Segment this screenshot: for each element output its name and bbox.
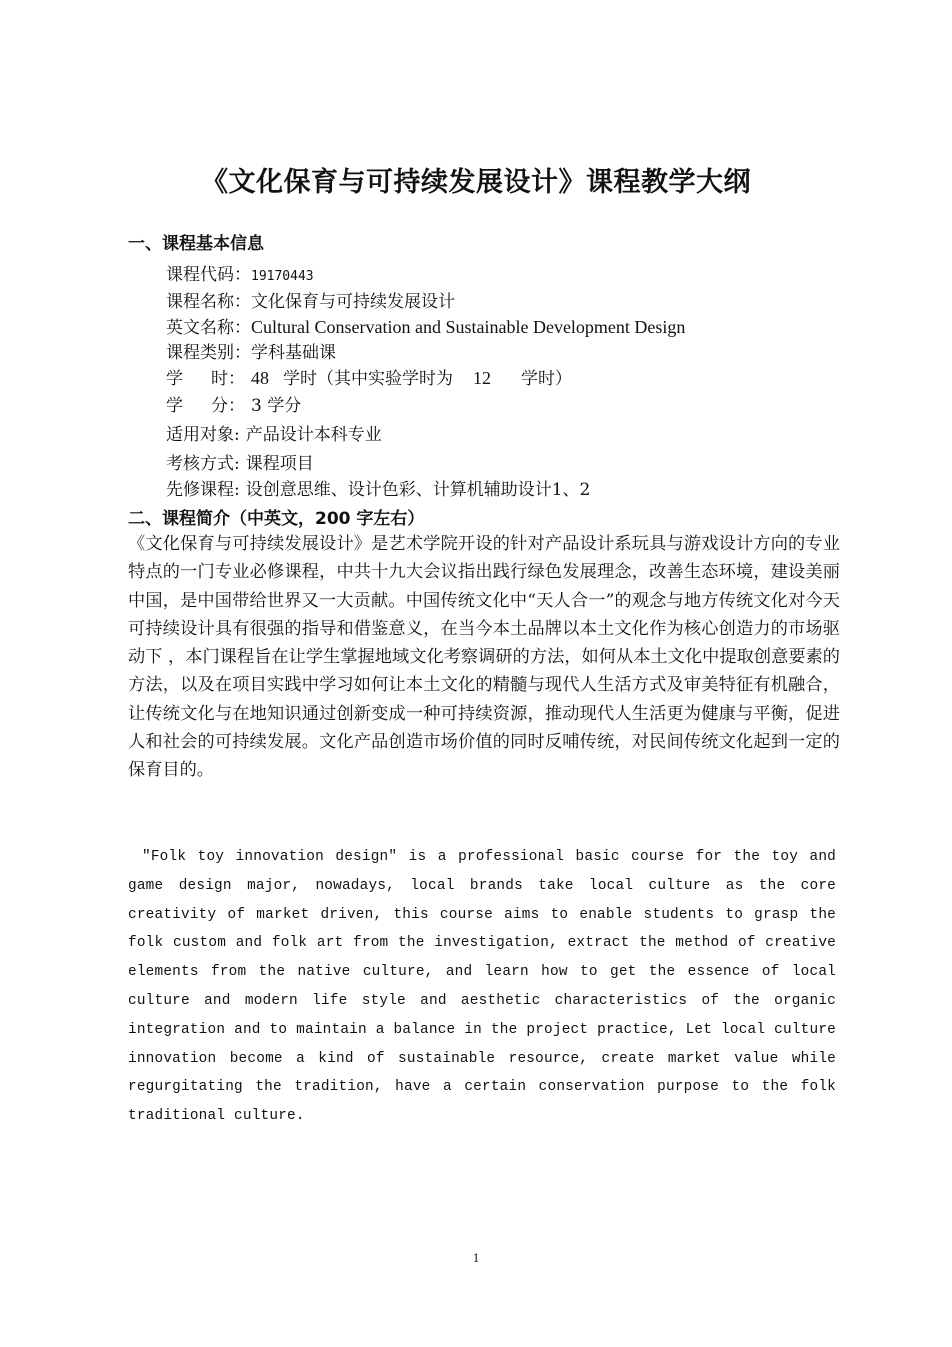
page-number: 1 — [472, 1250, 480, 1265]
course-code-label: 课程代码： — [166, 265, 251, 285]
course-code-line — [166, 260, 314, 285]
hours-end: 学时） — [521, 369, 572, 389]
assessment-value: 课程项目 — [245, 454, 314, 474]
assessment-label: 考核方式: — [166, 454, 240, 474]
hours-label-a: 学 — [166, 369, 183, 389]
prerequisite-value: 设创意思维、设计色彩、计算机辅助设计1、2 — [245, 480, 591, 500]
target-audience-label: 适用对象: — [166, 425, 240, 445]
english-name-label: 英文名称： — [166, 318, 251, 338]
course-type-line — [166, 338, 336, 363]
hours-unit: 学时（其中实验学时为 — [283, 369, 453, 389]
lab-hours-value: 12 — [473, 368, 491, 388]
section-heading-basic-info: 一、课程基本信息 — [128, 234, 264, 254]
credit-value: 3 学分 — [251, 396, 302, 416]
credit-line — [166, 391, 301, 416]
target-audience-value: 产品设计本科专业 — [245, 425, 382, 445]
course-type-label: 课程类别： — [166, 343, 251, 363]
prerequisite-label: 先修课程: — [166, 480, 240, 500]
section-heading-course-intro: 二、课程简介（中英文，200 字左右） — [128, 509, 425, 529]
english-name-value: Cultural Conservation and Sustainable Development Design — [251, 317, 686, 337]
hours-value: 48 — [251, 368, 269, 388]
english-name-line — [166, 313, 685, 338]
hours-label-b: 时： — [211, 369, 245, 389]
course-name-line — [166, 287, 455, 312]
assessment-line — [166, 449, 314, 474]
target-audience-line — [166, 420, 382, 445]
course-intro-english: "Folk toy innovation design" is a professional basic course for the toy and game design major, nowadays, local brands take local culture as the core creativity of market driven, this course aims to enable students to grasp the folk custom and folk art from the investigation, extract the method of creative elements from the native culture, and learn how to get the essence of local culture and modern life style and aesthetic characteristics of the organic integration and to maintain a balance in the project practice, Let local culture innovation become a kind of sustainable resource, create market value while regurgitating the tradition, have a certain conservation purpose to the folk traditional culture. — [128, 849, 836, 1125]
course-intro-chinese: 《文化保育与可持续发展设计》是艺术学院开设的针对产品设计系玩具与游戏设计方向的专业特点的一门专业必修课程，中共十九大会议指出践行绿色发展理念，改善生态环境，建设美丽中国，是中国带给世界又一大贡献。中国传统文化中“天人合一”的观念与地方传统文化对今天可持续设计具有很强的指导和借鉴意义，在当今本土品牌以本土文化作为核心创造力的市场驱动下 ，本门课程旨在让学生掌握地域文化考察调研的方法，如何从本土文化中提取创意要素的方法，以及在项目实践中学习如何让本土文化的精髓与现代人生活方式及审美特征有机融合，让传统文化与在地知识通过创新变成一种可持续资源，推动现代人生活更为健康与平衡，促进人和社会的可持续发展。文化产品创造市场价值的同时反哺传统，对民间传统文化起到一定的保育目的。 — [128, 534, 840, 781]
credit-label-b: 分： — [211, 396, 245, 416]
prerequisite-line — [166, 475, 590, 500]
credit-label-a: 学 — [166, 396, 183, 416]
course-type-value: 学科基础课 — [251, 343, 336, 363]
course-name-value: 文化保育与可持续发展设计 — [251, 292, 455, 312]
course-hours-line — [166, 364, 572, 389]
document-title: 《文化保育与可持续发展设计》课程教学大纲 — [201, 167, 751, 198]
course-name-label: 课程名称： — [166, 292, 251, 312]
course-code-value: 19170443 — [251, 269, 314, 284]
